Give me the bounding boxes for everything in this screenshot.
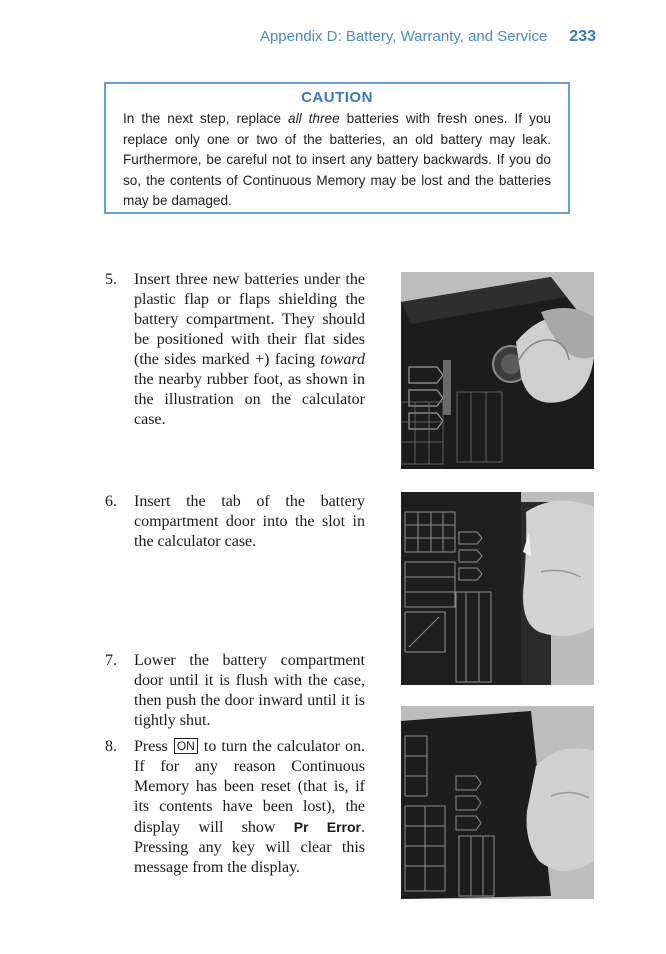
step-text: Insert three new batteries under the plastic flap or flaps shielding the battery compartment. They should be positioned with their flat sides (the sides marked +) facing toward the nearby rubber foot, as shown in the illustration on the calculator case.	[134, 271, 365, 428]
display-message: Pr Error	[293, 819, 361, 835]
door-closing-photo	[401, 706, 594, 899]
step-7	[105, 651, 365, 731]
step-text: Lower the battery compartment door until it is flush with the case, then push the door inward until it is tightly shut.	[134, 652, 365, 729]
step-text: Insert the tab of the battery compartment door into the slot in the calculator case.	[134, 493, 365, 550]
caution-title: CAUTION	[301, 89, 373, 106]
step-8	[105, 737, 365, 878]
step-5	[105, 270, 365, 430]
step-number: 7.	[105, 652, 117, 669]
step-6	[105, 492, 365, 552]
step-number: 5.	[105, 271, 117, 288]
step-number: 6.	[105, 493, 117, 510]
battery-insertion-photo	[401, 272, 594, 469]
caution-box	[104, 82, 570, 214]
page-number: 233	[569, 28, 596, 45]
step-number: 8.	[105, 738, 117, 755]
step-emphasis: toward	[320, 351, 365, 368]
step-text: Press ON to turn the calculator on. If for any reason Continuous Memory has been reset (that is, if its contents have been lost), the display will show Pr Error. Pressing any key will clear this message from the display.	[134, 738, 365, 876]
header-title: Appendix D: Battery, Warranty, and Service	[259, 28, 548, 45]
caution-text: In the next step, replace all three batteries with fresh ones. If you replace only one or two of the batteries, an old battery may leak. Furthermore, be careful not to insert any battery backwards. If you do so, the contents of Continuous Memory may be lost and the batteries may be damaged.	[123, 111, 551, 208]
caution-emphasis: all three	[288, 111, 340, 126]
on-key: ON	[174, 738, 198, 754]
door-tab-insertion-photo	[401, 492, 594, 685]
page-header	[260, 28, 596, 46]
